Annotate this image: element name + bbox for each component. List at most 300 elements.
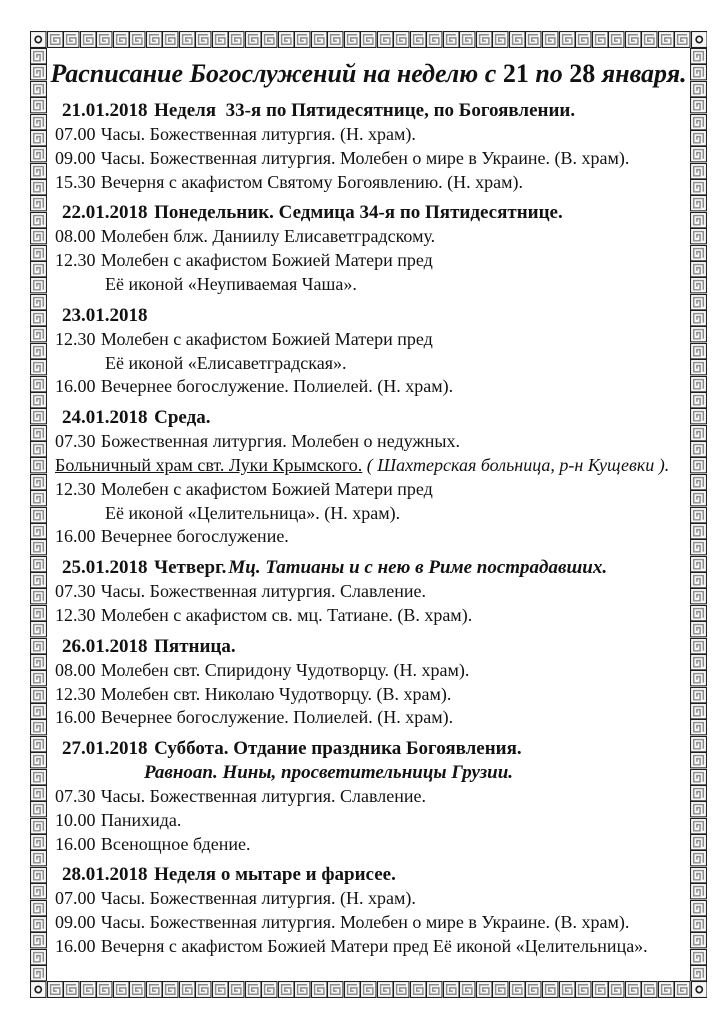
meander-tile-icon [525,31,542,48]
meander-tile-icon [393,31,410,48]
meander-tile-icon [261,981,278,998]
meander-tile-icon [47,31,64,48]
meander-tile-icon [690,163,707,179]
meander-tile-icon [30,130,47,146]
meander-tile-icon [592,31,609,48]
title-text: января. [595,59,687,88]
meander-tile-icon [690,261,707,277]
meander-tile-icon [30,359,47,375]
time-label: 12.30 [55,604,96,625]
meander-tile-icon [80,981,97,998]
meander-tile-icon [625,31,642,48]
meander-tile-icon [575,981,592,998]
time-label: 07.30 [55,581,96,602]
meander-tile-icon [476,31,493,48]
meander-tile-icon [30,146,47,162]
meander-tile-icon [426,981,443,998]
meander-tile-icon [690,294,707,310]
meander-tile-icon [30,343,47,359]
corner-tile-icon [30,981,47,998]
service-line [47,785,690,809]
service-line [47,911,690,935]
meander-tile-icon [690,359,707,375]
date-label: 28.01.2018 [62,864,148,886]
meander-tile-icon [344,31,361,48]
meander-tile-icon [30,261,47,277]
time-label: 12.30 [55,478,96,499]
service-text: Молебен с акафистом св. мц. Татиане. (В. храм). [100,604,473,625]
meander-tile-icon [559,31,576,48]
time-label: 07.00 [55,124,96,144]
service-text: Часы. Божественная литургия. (Н. храм). [100,124,416,144]
time-label: 15.30 [55,171,96,192]
section-block [47,201,690,296]
section-header [47,304,690,328]
meander-tile-icon [212,31,229,48]
meander-tile-icon [690,212,707,228]
meander-tile-icon [30,474,47,490]
service-text: Всенощное бдение. [100,833,251,854]
meander-tile-icon [30,867,47,883]
meander-tile-icon [690,949,707,965]
meander-tile-icon [113,981,130,998]
meander-tile-icon [30,736,47,752]
date-label: 27.01.2018 [62,738,148,760]
page-title [47,56,690,92]
meander-tile-icon [146,31,163,48]
meander-tile-icon [162,31,179,48]
meander-tile-icon [30,294,47,310]
meander-tile-icon [30,97,47,113]
title-text: по [528,59,570,88]
service-line [47,478,690,502]
date-label: 21.01.2018 [62,100,148,121]
meander-tile-icon [690,834,707,850]
service-text: Часы. Божественная литургия. Славление. [100,785,426,806]
meander-tile-icon [690,556,707,572]
meander-tile-icon [393,981,410,998]
meander-tile-icon [690,81,707,97]
section-header [47,201,690,225]
meander-tile-icon [625,981,642,998]
subheader-text: Равноап. Нины, просветительницы Грузии. [143,762,514,784]
meander-tile-icon [278,31,295,48]
meander-tile-icon [690,965,707,981]
title-number: 21 [502,59,529,88]
meander-tile-icon [179,31,196,48]
time-label: 12.30 [55,328,96,349]
time-label: 10.00 [55,809,96,830]
border-left [30,48,47,981]
meander-tile-icon [294,31,311,48]
hospital-note-underlined: Больничный храм свт. Луки Крымского. [55,454,363,475]
meander-tile-icon [690,392,707,408]
service-text: Часы. Божественная литургия. Молебен о мире в Украине. (В. храм). [100,912,630,933]
meander-tile-icon [30,114,47,130]
service-text: Вечернее богослужение. Полиелей. (Н. храм). [100,707,454,728]
meander-tile-icon [30,539,47,555]
meander-tile-icon [327,981,344,998]
meander-tile-icon [80,31,97,48]
service-line [47,147,690,171]
meander-tile-icon [47,981,64,998]
service-line [47,249,690,273]
meander-tile-icon [690,588,707,604]
meander-tile-icon [476,981,493,998]
time-label: 08.00 [55,659,96,680]
time-label: 09.00 [55,912,96,933]
meander-tile-icon [311,981,328,998]
meander-tile-icon [212,981,229,998]
meander-tile-icon [641,31,658,48]
meander-tile-icon [690,179,707,195]
date-label: 25.01.2018 [62,557,148,579]
meander-tile-icon [245,31,262,48]
meander-tile-icon [30,801,47,817]
continuation-line [47,502,690,526]
meander-tile-icon [30,949,47,965]
meander-tile-icon [360,31,377,48]
meander-tile-icon [30,64,47,80]
service-line [47,887,690,911]
meander-tile-icon [690,605,707,621]
meander-tile-icon [592,981,609,998]
meander-tile-icon [30,916,47,932]
meander-tile-icon [690,130,707,146]
meander-tile-icon [63,31,80,48]
meander-tile-icon [690,376,707,392]
meander-tile-icon [690,523,707,539]
meander-tile-icon [30,670,47,686]
meander-tile-icon [690,703,707,719]
meander-tile-icon [344,981,361,998]
time-label: 09.00 [55,147,96,168]
date-label: 23.01.2018 [62,304,148,326]
meander-tile-icon [30,179,47,195]
service-text: Молебен с акафистом Божией Матери пред [100,328,433,349]
meander-tile-icon [690,64,707,80]
meander-tile-icon [228,31,245,48]
meander-tile-icon [30,310,47,326]
service-text: Вечерня с акафистом Божией Матери пред Её иконой «Целительница». [100,935,648,956]
header-text: Неделя о мытаре и фарисее. [154,864,396,886]
meander-tile-icon [360,981,377,998]
meander-tile-icon [410,981,427,998]
section-subheader [47,761,690,785]
meander-tile-icon [146,981,163,998]
meander-tile-icon [30,621,47,637]
meander-tile-icon [377,981,394,998]
title-number: 28 [569,59,596,88]
meander-tile-icon [30,900,47,916]
meander-tile-icon [30,48,47,64]
corner-tile-icon [30,31,47,48]
meander-tile-icon [195,981,212,998]
border-top [30,31,707,48]
meander-tile-icon [690,441,707,457]
meander-tile-icon [294,981,311,998]
date-label: 26.01.2018 [62,635,148,657]
meander-tile-icon [30,507,47,523]
meander-tile-icon [30,277,47,293]
meander-tile-icon [690,539,707,555]
section-header [47,635,690,659]
meander-tile-icon [443,981,460,998]
meander-tile-icon [30,523,47,539]
date-label: 24.01.2018 [62,407,148,429]
service-line [47,604,690,628]
section-header [47,99,690,123]
service-text: Молебен свт. Николаю Чудотворцу. (В. храм). [100,683,452,704]
meander-tile-icon [525,981,542,998]
meander-tile-icon [674,31,691,48]
meander-tile-icon [30,425,47,441]
service-line [47,123,690,147]
meander-tile-icon [179,981,196,998]
service-line [47,659,690,683]
service-text: Вечернее богослужение. [100,526,289,547]
section-block [47,863,690,958]
service-line [47,706,690,730]
header-text: Четверг. [154,557,227,579]
section-header [47,556,690,580]
border-bottom [30,981,707,998]
service-line [47,328,690,352]
time-label: 12.30 [55,250,96,271]
section-block [47,737,690,856]
section-header [47,737,690,761]
meander-tile-icon [410,31,427,48]
title-text: Расписание Богослужений на неделю с [50,59,503,88]
service-text: Вечернее богослужение. Полиелей. (Н. храм). [100,376,454,397]
meander-tile-icon [690,245,707,261]
time-label: 16.00 [55,376,96,397]
meander-tile-icon [30,326,47,342]
meander-tile-icon [162,981,179,998]
meander-tile-icon [30,965,47,981]
meander-tile-icon [509,981,526,998]
service-text: Её иконой «Целительница». (Н. храм). [105,502,401,523]
meander-tile-icon [690,785,707,801]
service-text: Молебен блж. Даниилу Елисаветградскому. [100,226,436,247]
service-text: Панихида. [100,809,182,830]
meander-tile-icon [278,981,295,998]
meander-tile-icon [690,916,707,932]
meander-tile-icon [261,31,278,48]
time-label: 16.00 [55,935,96,956]
service-text: Молебен свт. Спиридону Чудотворцу. (Н. храм). [100,659,470,680]
meander-tile-icon [30,228,47,244]
meander-tile-icon [228,981,245,998]
service-text: Её иконой «Елисаветградская». [105,352,347,373]
meander-tile-icon [30,818,47,834]
section-block [47,556,690,628]
meander-tile-icon [690,883,707,899]
meander-tile-icon [690,769,707,785]
meander-tile-icon [30,719,47,735]
service-text: Часы. Божественная литургия. (Н. храм). [100,888,416,909]
section-block [47,304,690,399]
meander-tile-icon [690,850,707,866]
header-text: Среда. [154,407,211,429]
meander-tile-icon [30,572,47,588]
meander-tile-icon [443,31,460,48]
header-text: Понедельник. Седмица 34-я по Пятидесятнице. [154,202,563,224]
service-line [47,430,690,454]
meander-tile-icon [690,490,707,506]
header-feast-italic: Мц. Татианы и с нею в Риме пострадавших. [228,557,608,579]
service-line [47,809,690,833]
meander-tile-icon [690,818,707,834]
time-label: 08.00 [55,226,96,247]
meander-tile-icon [542,981,559,998]
service-line [47,580,690,604]
meander-tile-icon [30,588,47,604]
meander-tile-icon [690,326,707,342]
meander-tile-icon [30,457,47,473]
meander-tile-icon [426,31,443,48]
meander-tile-icon [30,195,47,211]
document-content [47,47,690,982]
meander-tile-icon [690,48,707,64]
meander-tile-icon [30,81,47,97]
meander-tile-icon [96,981,113,998]
meander-tile-icon [30,392,47,408]
meander-tile-icon [690,277,707,293]
meander-tile-icon [30,212,47,228]
service-text: Молебен с акафистом Божией Матери пред [100,478,433,499]
meander-tile-icon [30,638,47,654]
corner-tile-icon [691,31,708,48]
header-text: Суббота. Отдание праздника Богоявления. [154,738,522,760]
meander-tile-icon [690,408,707,424]
hospital-note-line [47,454,690,478]
meander-tile-icon [690,507,707,523]
service-line [47,171,690,195]
meander-tile-icon [608,31,625,48]
meander-tile-icon [30,687,47,703]
meander-tile-icon [30,883,47,899]
meander-tile-icon [30,752,47,768]
meander-tile-icon [559,981,576,998]
service-line [47,935,690,959]
header-text: Пятница. [154,635,236,657]
meander-tile-icon [129,31,146,48]
meander-tile-icon [377,31,394,48]
meander-tile-icon [492,981,509,998]
time-label: 07.30 [55,431,96,452]
meander-tile-icon [129,981,146,998]
meander-tile-icon [690,146,707,162]
meander-tile-icon [690,425,707,441]
meander-tile-icon [690,801,707,817]
meander-tile-icon [30,408,47,424]
section-block [47,406,690,549]
service-text: Часы. Божественная литургия. Молебен о мире в Украине. (В. храм). [100,147,630,168]
meander-tile-icon [492,31,509,48]
service-text: Молебен с акафистом Божией Матери пред [100,250,433,271]
meander-tile-icon [30,245,47,261]
service-line [47,375,690,399]
section-header [47,863,690,887]
service-text: Божественная литургия. Молебен о недужных. [100,431,461,452]
meander-tile-icon [641,981,658,998]
meander-tile-icon [690,670,707,686]
meander-tile-icon [690,736,707,752]
meander-tile-icon [690,687,707,703]
meander-tile-icon [245,981,262,998]
meander-tile-icon [658,31,675,48]
time-label: 16.00 [55,833,96,854]
meander-tile-icon [690,621,707,637]
meander-tile-icon [674,981,691,998]
meander-tile-icon [690,474,707,490]
meander-tile-icon [575,31,592,48]
section-block [47,99,690,194]
meander-tile-icon [690,900,707,916]
meander-tile-icon [658,981,675,998]
meander-tile-icon [509,31,526,48]
meander-tile-icon [30,834,47,850]
meander-tile-icon [690,719,707,735]
continuation-line [47,352,690,376]
service-line [47,833,690,857]
service-text: Вечерня с акафистом Святому Богоявлению. (Н. храм). [100,171,524,192]
header-text: Неделя 33-я по Пятидесятнице, по Богоявлении. [154,100,576,121]
meander-tile-icon [30,163,47,179]
meander-tile-icon [690,654,707,670]
date-label: 22.01.2018 [62,202,148,224]
meander-tile-icon [327,31,344,48]
corner-tile-icon [691,981,708,998]
meander-tile-icon [96,31,113,48]
time-label: 12.30 [55,683,96,704]
meander-tile-icon [311,31,328,48]
meander-tile-icon [30,556,47,572]
meander-tile-icon [690,752,707,768]
section-block [47,635,690,730]
meander-tile-icon [30,850,47,866]
time-label: 07.30 [55,785,96,806]
meander-tile-icon [690,343,707,359]
time-label: 07.00 [55,888,96,909]
service-line [47,525,690,549]
meander-tile-icon [459,981,476,998]
meander-tile-icon [459,31,476,48]
meander-tile-icon [690,572,707,588]
meander-tile-icon [195,31,212,48]
meander-tile-icon [30,376,47,392]
meander-tile-icon [690,195,707,211]
meander-tile-icon [690,97,707,113]
meander-tile-icon [608,981,625,998]
meander-tile-icon [30,932,47,948]
hospital-note-italic: ( Шахтерская больница, р-н Кущевки ). [362,454,670,475]
meander-tile-icon [30,769,47,785]
service-line [47,683,690,707]
meander-tile-icon [30,654,47,670]
meander-tile-icon [30,605,47,621]
meander-tile-icon [690,457,707,473]
meander-tile-icon [542,31,559,48]
meander-tile-icon [690,228,707,244]
meander-tile-icon [30,490,47,506]
service-text: Часы. Божественная литургия. Славление. [100,581,426,602]
meander-tile-icon [690,638,707,654]
service-text: Её иконой «Неупиваемая Чаша». [105,273,357,294]
meander-tile-icon [30,441,47,457]
meander-tile-icon [690,932,707,948]
